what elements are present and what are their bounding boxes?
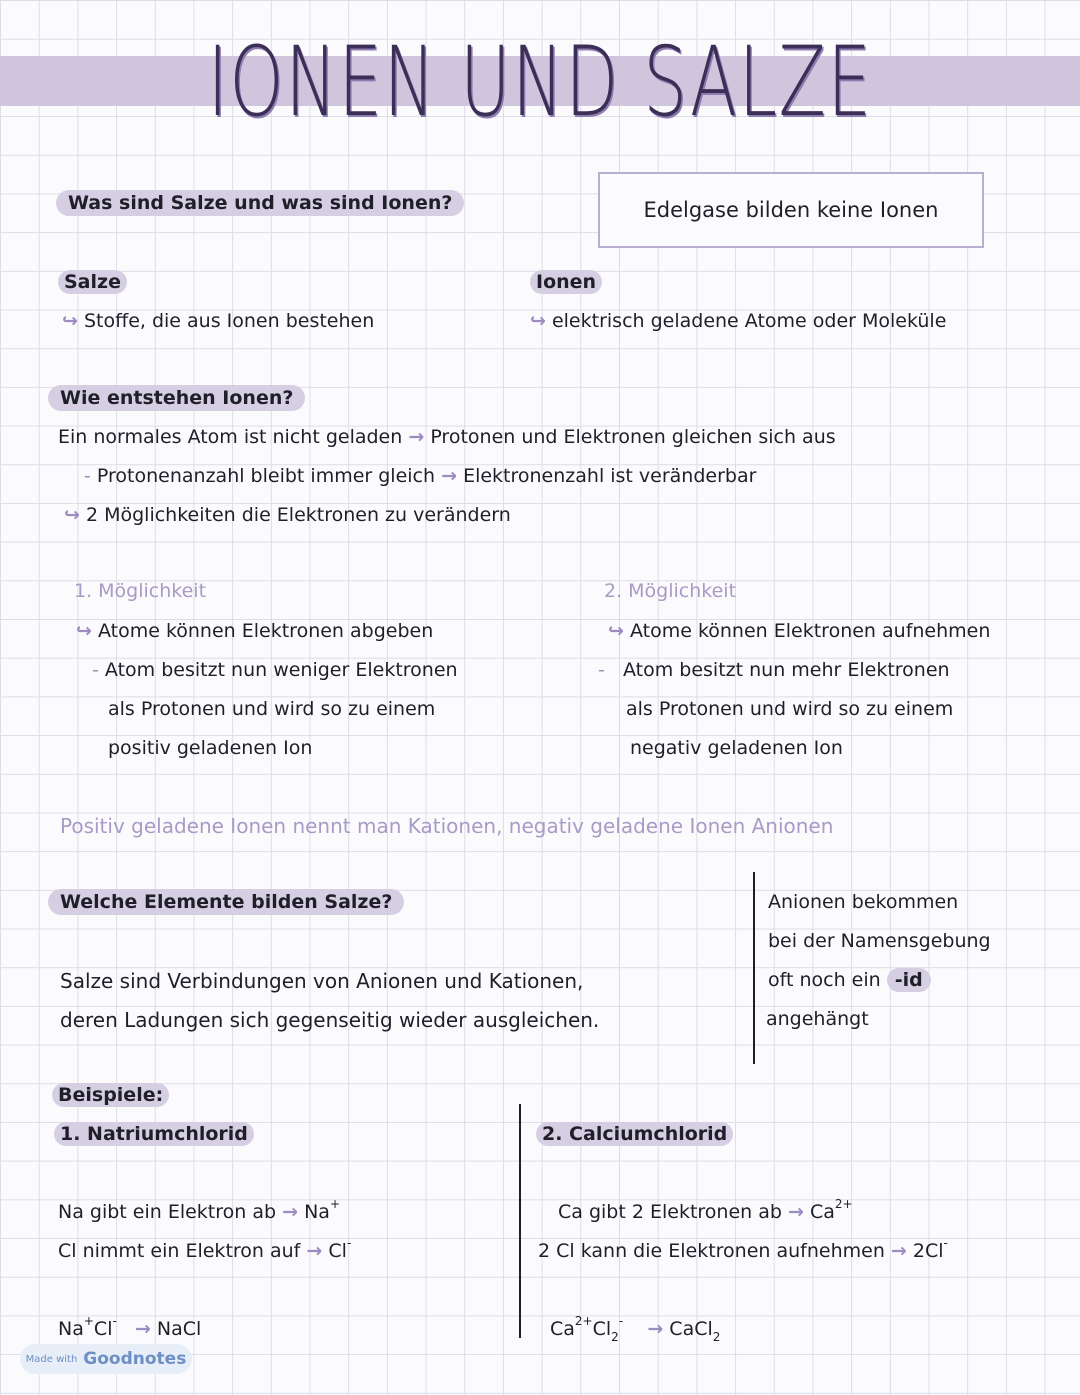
namensgebung-line-4: angehängt <box>766 1008 869 1030</box>
arrow-right-icon: → <box>890 1240 907 1262</box>
namensgebung-line-1: Anionen bekommen <box>768 891 959 913</box>
moeglichkeit-2-heading: 2. Möglichkeit <box>604 580 737 602</box>
return-arrow-icon: ↪ <box>62 310 78 332</box>
salze-definition-row <box>62 310 374 332</box>
salze-definition: Stoffe, die aus Ionen bestehen <box>83 310 375 332</box>
return-arrow-icon: ↪ <box>76 620 92 642</box>
moeglichkeit-1-heading: 1. Möglichkeit <box>74 580 207 602</box>
question-salze-ionen: Was sind Salze und was sind Ionen? <box>56 192 464 214</box>
moeglichkeit-1-line-1: ↪ Atome können Elektronen abgeben <box>76 620 434 642</box>
moeglichkeit-2-line-2: - Atom besitzt nun mehr Elektronen <box>598 659 950 681</box>
arrow-right-icon: → <box>306 1240 323 1262</box>
kationen-anionen-note: Positiv geladene Ionen nennt man Kationen, negativ geladene Ionen Anionen <box>60 814 834 838</box>
arrow-right-icon: → <box>647 1318 664 1340</box>
goodnotes-badge <box>20 1344 192 1374</box>
arrow-right-icon: → <box>282 1201 299 1223</box>
page-title: IONEN UND SALZE <box>207 26 873 138</box>
goodnotes-logo: Goodnotes <box>83 1349 187 1369</box>
calciumchlorid-heading: 2. Calciumchlorid <box>536 1123 733 1145</box>
arrow-right-icon: → <box>441 465 458 487</box>
moeglichkeit-1-line-4: positiv geladenen Ion <box>108 737 313 759</box>
question-entstehung: Wie entstehen Ionen? <box>48 387 305 409</box>
calcium-line-2: 2 Cl kann die Elektronen aufnehmen → 2Cl- <box>538 1236 948 1262</box>
salze-heading: Salze <box>58 271 127 293</box>
ionen-definition-row <box>530 310 946 332</box>
edelgase-note-text: Edelgase bilden keine Ionen <box>643 198 939 222</box>
salze-definition-line-1: Salze sind Verbindungen von Anionen und Kationen, <box>60 969 584 993</box>
id-suffix: -id <box>887 968 931 992</box>
natriumchlorid-heading: 1. Natriumchlorid <box>54 1123 254 1145</box>
divider-vertical <box>753 872 755 1064</box>
arrow-right-icon: → <box>408 426 425 448</box>
namensgebung-line-2: bei der Namensgebung <box>768 930 991 952</box>
natrium-formula: Na+Cl- → NaCl <box>58 1314 202 1340</box>
moeglichkeit-2-line-4: negativ geladenen Ion <box>630 737 843 759</box>
arrow-right-icon: → <box>787 1201 804 1223</box>
beispiele-heading: Beispiele: <box>52 1084 169 1106</box>
moeglichkeit-2-line-3: als Protonen und wird so zu einem <box>626 698 954 720</box>
entstehung-line-1: Ein normales Atom ist nicht geladen → Protonen und Elektronen gleichen sich aus <box>58 426 836 448</box>
divider-beispiele <box>519 1104 521 1338</box>
calcium-line-1: Ca gibt 2 Elektronen ab → $Ca^{2+}$ <box>558 1197 853 1223</box>
natrium-line-1: Na gibt ein Elektron ab → Na+ <box>58 1197 341 1223</box>
ionen-definition: elektrisch geladene Atome oder Moleküle <box>551 310 947 332</box>
entstehung-line-3: ↪ 2 Möglichkeiten die Elektronen zu verändern <box>64 504 511 526</box>
entstehung-line-2: - Protonenanzahl bleibt immer gleich → Elektronenzahl ist veränderbar <box>84 465 757 487</box>
calcium-formula: $Ca^{2+}Cl_2^-$ → CaCl$_2$ <box>550 1314 721 1344</box>
moeglichkeit-1-line-2: - Atom besitzt nun weniger Elektronen <box>92 659 458 681</box>
ionen-heading: Ionen <box>530 271 602 293</box>
made-with-label: Made with <box>25 1353 78 1365</box>
natrium-line-2: Cl nimmt ein Elektron auf → Cl- <box>58 1236 352 1262</box>
moeglichkeit-2-line-1: ↪ Atome können Elektronen aufnehmen <box>608 620 991 642</box>
moeglichkeit-1-line-3: als Protonen und wird so zu einem <box>108 698 436 720</box>
return-arrow-icon: ↪ <box>530 310 546 332</box>
edelgase-note-box <box>598 172 984 248</box>
arrow-right-icon: → <box>134 1318 151 1340</box>
salze-definition-line-2: deren Ladungen sich gegenseitig wieder ausgleichen. <box>60 1008 600 1032</box>
return-arrow-icon: ↪ <box>608 620 624 642</box>
question-elemente: Welche Elemente bilden Salze? <box>48 891 404 913</box>
return-arrow-icon: ↪ <box>64 504 80 526</box>
namensgebung-line-3: oft noch ein -id <box>768 969 931 991</box>
